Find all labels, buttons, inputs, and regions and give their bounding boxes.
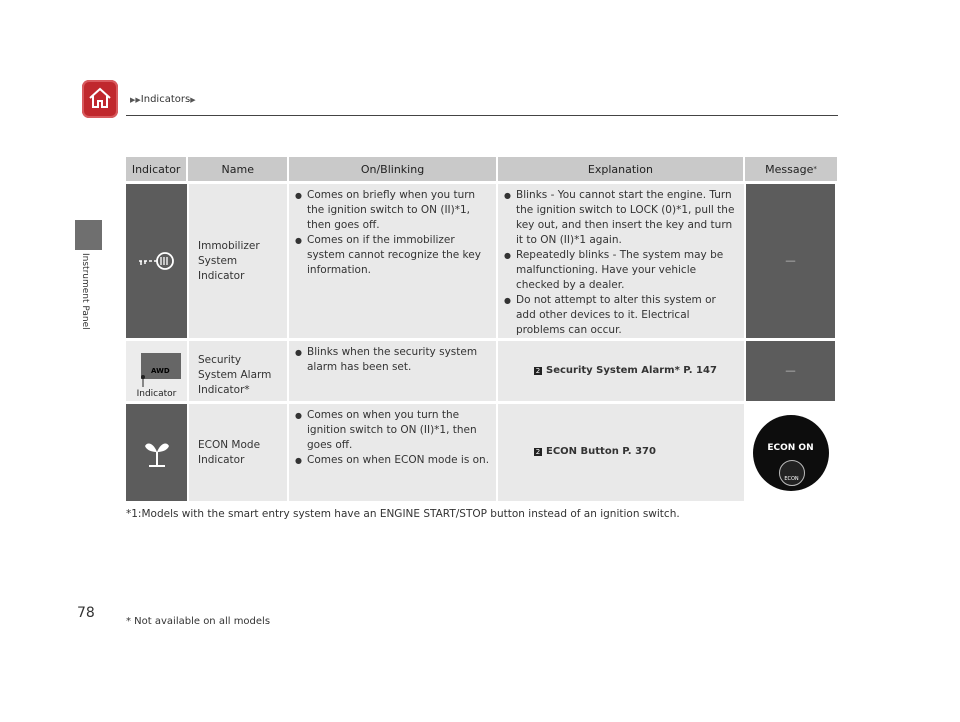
- table-footnote: *1:Models with the smart entry system have an ENGINE START/STOP button instead of an ignition switch.: [126, 508, 680, 520]
- section-tab: [75, 220, 102, 250]
- breadcrumb-label: Indicators: [140, 94, 191, 105]
- immobilizer-explanation: [504, 188, 738, 338]
- list-item: ● Do not attempt to alter this system or add other devices to it. Electrical problems can occur.: [504, 293, 738, 338]
- econ-name: ECON Mode Indicator: [198, 438, 261, 466]
- list-item: ● Repeatedly blinks - The system may be malfunctioning. Have your vehicle checked by a dealer.: [504, 248, 738, 293]
- table-row: [126, 341, 837, 401]
- security-alarm-icon: [126, 341, 187, 401]
- econ-leaf-icon: [126, 404, 187, 501]
- list-item: ● Blinks - You cannot start the engine. Turn the ignition switch to LOCK (0)*1, pull the key out, and then insert the key and turn it to ON (II)*1 again.: [504, 188, 738, 248]
- table-header: [126, 157, 837, 181]
- header-rule: [126, 115, 838, 116]
- col-indicator: Indicator: [126, 157, 188, 181]
- svg-text:AWD: AWD: [150, 367, 170, 375]
- security-alarm-name: Security System Alarm Indicator*: [198, 354, 272, 396]
- link-arrow-icon: 2: [535, 447, 541, 456]
- immobilizer-message: —: [746, 184, 835, 338]
- immobilizer-name: Immobilizer System Indicator: [198, 239, 260, 282]
- security-message: —: [746, 341, 835, 401]
- security-alarm-link[interactable]: 2 Security System Alarm* P. 147: [535, 365, 717, 376]
- list-item: ● Comes on briefly when you turn the ignition switch to ON (II)*1, then goes off.: [295, 188, 490, 233]
- immobilizer-on-blinking: [295, 188, 490, 278]
- table-row: [126, 184, 837, 338]
- home-button[interactable]: [82, 80, 118, 118]
- col-message: Message *: [765, 162, 817, 176]
- link-arrow-icon: 2: [535, 366, 541, 375]
- list-item: ● Blinks when the security system alarm has been set.: [295, 345, 490, 375]
- indicator-caption: Indicator: [136, 389, 177, 399]
- col-on-blinking: On/Blinking: [289, 157, 498, 181]
- econ-button-link[interactable]: 2 ECON Button P. 370: [535, 446, 656, 457]
- list-item: ● Comes on if the immobilizer system cannot recognize the key information.: [295, 233, 490, 278]
- section-label: Instrument Panel: [80, 253, 90, 330]
- econ-button-icon: ECON: [779, 460, 805, 486]
- breadcrumb[interactable]: ▶▶Indicators▶: [130, 94, 196, 105]
- page-number: 78: [77, 605, 95, 621]
- home-icon: [87, 85, 113, 111]
- availability-note: * Not available on all models: [126, 616, 271, 627]
- list-item: ● Comes on when you turn the ignition switch to ON (II)*1, then goes off.: [295, 408, 490, 453]
- col-explanation: Explanation: [498, 157, 745, 181]
- immobilizer-key-icon: [126, 184, 187, 338]
- econ-on-badge: ECON ON ECON: [753, 415, 829, 491]
- security-on-blinking: [295, 345, 490, 375]
- table-row: [126, 404, 837, 501]
- econ-message: [746, 404, 835, 501]
- econ-on-blinking: [295, 408, 490, 468]
- col-name: Name: [188, 157, 289, 181]
- list-item: ● Comes on when ECON mode is on.: [295, 453, 490, 468]
- indicator-table: [126, 157, 837, 501]
